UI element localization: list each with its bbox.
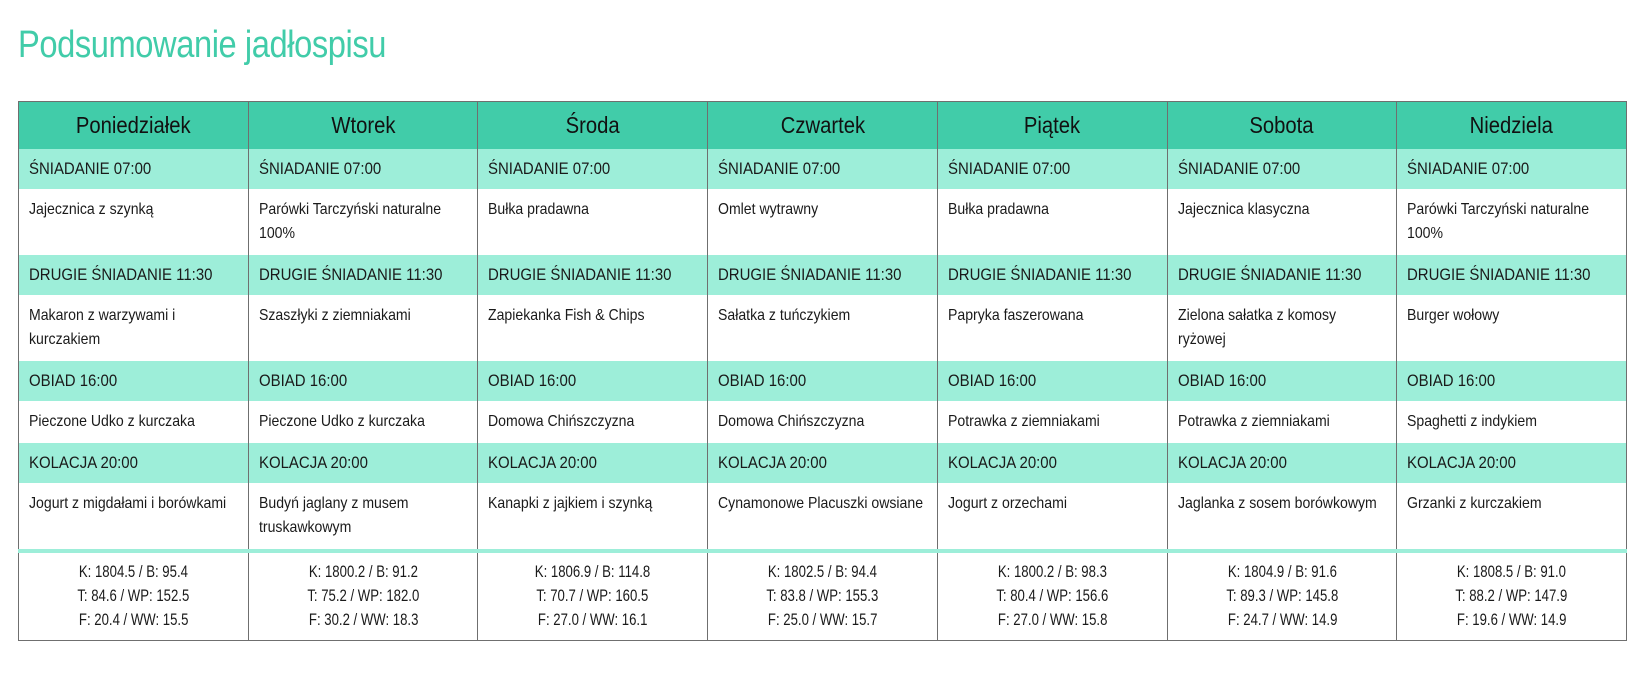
day-header-thursday: Czwartek [708, 102, 938, 150]
meal-label-cell: KOLACJA 20:00 [937, 443, 1167, 483]
dish-cell: Spaghetti z indykiem [1397, 401, 1627, 443]
meal-label-cell: ŚNIADANIE 07:00 [478, 149, 708, 189]
meal-label-cell: ŚNIADANIE 07:00 [248, 149, 478, 189]
nutrition-line: K: 1800.2 / B: 98.3 [997, 562, 1107, 581]
page-title: Podsumowanie jadłospisu [18, 24, 386, 66]
dish-cell: Papryka faszerowana [937, 295, 1167, 361]
meal-label-cell: OBIAD 16:00 [1167, 361, 1397, 401]
meal-label-cell: KOLACJA 20:00 [478, 443, 708, 483]
dish-cell: Cynamonowe Placuszki owsiane [708, 483, 938, 551]
nutrition-line: F: 27.0 / WW: 16.1 [537, 610, 648, 629]
dish-cell: Potrawka z ziemniakami [937, 401, 1167, 443]
meal-label-cell: KOLACJA 20:00 [708, 443, 938, 483]
meal-label-cell: DRUGIE ŚNIADANIE 11:30 [19, 255, 249, 295]
dish-cell: Bułka pradawna [478, 189, 708, 255]
nutrition-line: F: 19.6 / WW: 14.9 [1456, 610, 1567, 629]
dish-cell: Domowa Chińszczyzna [478, 401, 708, 443]
meal-label-cell: OBIAD 16:00 [248, 361, 478, 401]
nutrition-summary-cell [1397, 551, 1627, 641]
dish-cell: Jajecznica klasyczna [1167, 189, 1397, 255]
meal-label-cell: KOLACJA 20:00 [1397, 443, 1627, 483]
day-header-saturday: Sobota [1167, 102, 1397, 150]
dish-cell: Parówki Tarczyński naturalne 100% [1397, 189, 1627, 255]
meal-label-cell: OBIAD 16:00 [937, 361, 1167, 401]
nutrition-summary-cell [708, 551, 938, 641]
dish-row-breakfast [19, 189, 1627, 255]
nutrition-line: T: 84.6 / WP: 152.5 [77, 586, 190, 605]
day-header-sunday: Niedziela [1397, 102, 1627, 150]
meal-label-cell: OBIAD 16:00 [478, 361, 708, 401]
dish-cell: Potrawka z ziemniakami [1167, 401, 1397, 443]
dish-cell: Zapiekanka Fish & Chips [478, 295, 708, 361]
nutrition-summary-cell [1167, 551, 1397, 641]
nutrition-summary-cell [937, 551, 1167, 641]
dish-cell: Burger wołowy [1397, 295, 1627, 361]
nutrition-summary-cell [248, 551, 478, 641]
nutrition-line: F: 20.4 / WW: 15.5 [78, 610, 189, 629]
meal-label-cell: OBIAD 16:00 [1397, 361, 1627, 401]
day-header-wednesday: Środa [478, 102, 708, 150]
nutrition-line: T: 88.2 / WP: 147.9 [1455, 586, 1568, 605]
meal-label-cell: DRUGIE ŚNIADANIE 11:30 [478, 255, 708, 295]
nutrition-line: F: 25.0 / WW: 15.7 [767, 610, 878, 629]
dish-cell: Budyń jaglany z musem truskawkowym [248, 483, 478, 551]
dish-cell: Szaszłyki z ziemniakami [248, 295, 478, 361]
dish-cell: Jajecznica z szynką [19, 189, 249, 255]
dish-row-dinner [19, 483, 1627, 551]
meal-label-cell: DRUGIE ŚNIADANIE 11:30 [937, 255, 1167, 295]
meal-row-lunch [19, 361, 1627, 401]
meal-label-cell: KOLACJA 20:00 [1167, 443, 1397, 483]
meal-label-cell: OBIAD 16:00 [708, 361, 938, 401]
meal-label-cell: ŚNIADANIE 07:00 [1167, 149, 1397, 189]
dish-cell: Domowa Chińszczyzna [708, 401, 938, 443]
nutrition-line: K: 1804.9 / B: 91.6 [1227, 562, 1337, 581]
nutrition-line: K: 1800.2 / B: 91.2 [308, 562, 418, 581]
dish-cell: Makaron z warzywami i kurczakiem [19, 295, 249, 361]
meal-label-cell: DRUGIE ŚNIADANIE 11:30 [1167, 255, 1397, 295]
menu-summary-table [18, 101, 1627, 641]
nutrition-line: K: 1802.5 / B: 94.4 [767, 562, 877, 581]
meal-label-cell: DRUGIE ŚNIADANIE 11:30 [708, 255, 938, 295]
meal-label-cell: KOLACJA 20:00 [248, 443, 478, 483]
nutrition-totals-row [19, 551, 1627, 641]
dish-cell: Parówki Tarczyński naturalne 100% [248, 189, 478, 255]
meal-label-cell: ŚNIADANIE 07:00 [708, 149, 938, 189]
meal-row-dinner [19, 443, 1627, 483]
meal-row-second-breakfast [19, 255, 1627, 295]
dish-cell: Grzanki z kurczakiem [1397, 483, 1627, 551]
meal-label-cell: ŚNIADANIE 07:00 [1397, 149, 1627, 189]
meal-label-cell: ŚNIADANIE 07:00 [937, 149, 1167, 189]
day-header-monday: Poniedziałek [19, 102, 249, 150]
nutrition-line: K: 1806.9 / B: 114.8 [535, 562, 651, 581]
nutrition-line: F: 30.2 / WW: 18.3 [308, 610, 418, 629]
nutrition-summary-cell [19, 551, 249, 641]
dish-cell: Jaglanka z sosem borówkowym [1167, 483, 1397, 551]
nutrition-summary-cell [478, 551, 708, 641]
meal-label-cell: DRUGIE ŚNIADANIE 11:30 [248, 255, 478, 295]
nutrition-line: T: 75.2 / WP: 182.0 [307, 586, 420, 605]
dish-cell: Jogurt z migdałami i borówkami [19, 483, 249, 551]
dish-cell: Zielona sałatka z komosy ryżowej [1167, 295, 1397, 361]
meal-label-cell: OBIAD 16:00 [19, 361, 249, 401]
dish-cell: Bułka pradawna [937, 189, 1167, 255]
nutrition-line: T: 83.8 / WP: 155.3 [766, 586, 879, 605]
nutrition-line: T: 70.7 / WP: 160.5 [536, 586, 649, 605]
nutrition-line: F: 27.0 / WW: 15.8 [997, 610, 1107, 629]
nutrition-line: K: 1808.5 / B: 91.0 [1457, 562, 1567, 581]
dish-cell: Jogurt z orzechami [937, 483, 1167, 551]
meal-row-breakfast [19, 149, 1627, 189]
dish-cell: Kanapki z jajkiem i szynką [478, 483, 708, 551]
day-header-tuesday: Wtorek [248, 102, 478, 150]
meal-label-cell: KOLACJA 20:00 [19, 443, 249, 483]
dish-row-lunch [19, 401, 1627, 443]
dish-cell: Omlet wytrawny [708, 189, 938, 255]
dish-cell: Pieczone Udko z kurczaka [19, 401, 249, 443]
nutrition-line: F: 24.7 / WW: 14.9 [1227, 610, 1337, 629]
day-header-friday: Piątek [937, 102, 1167, 150]
day-header-row [19, 102, 1627, 150]
dish-cell: Pieczone Udko z kurczaka [248, 401, 478, 443]
dish-row-second-breakfast [19, 295, 1627, 361]
nutrition-line: T: 80.4 / WP: 156.6 [996, 586, 1109, 605]
meal-label-cell: DRUGIE ŚNIADANIE 11:30 [1397, 255, 1627, 295]
nutrition-line: T: 89.3 / WP: 145.8 [1225, 586, 1338, 605]
meal-label-cell: ŚNIADANIE 07:00 [19, 149, 249, 189]
dish-cell: Sałatka z tuńczykiem [708, 295, 938, 361]
nutrition-line: K: 1804.5 / B: 95.4 [78, 562, 188, 581]
